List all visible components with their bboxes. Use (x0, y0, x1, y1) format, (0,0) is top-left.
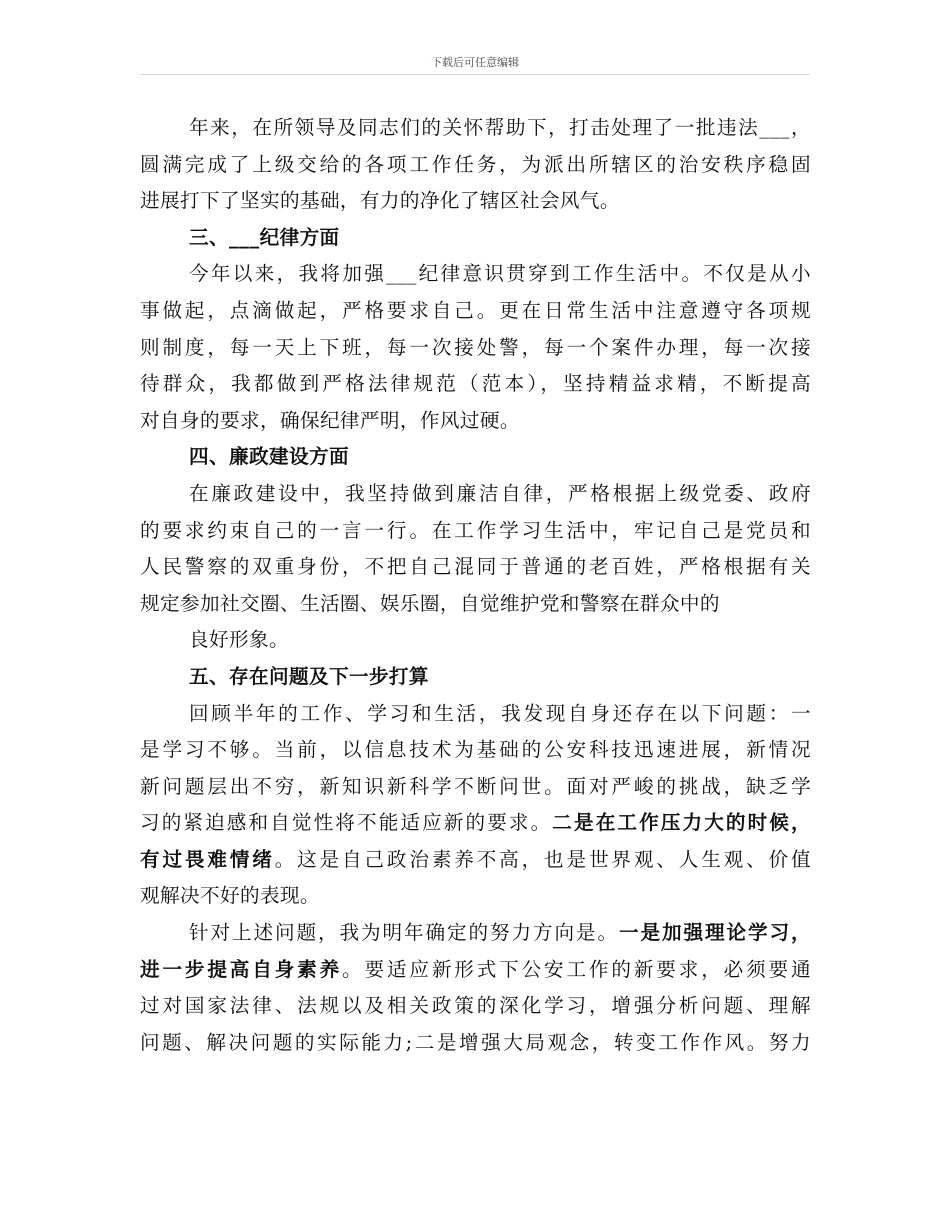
line-text: 事做起，点滴做起，严格要求自己。更在日常生活中注意遵守各项规 (140, 298, 811, 322)
line-text: 对自身的要求，确保纪律严明，作风过硬。 (140, 408, 520, 432)
paragraph-line (140, 769, 811, 806)
header-divider (140, 74, 810, 75)
line-text: 过对国家法律、法规以及相关政策的深化学习，增强分析问题、理解 (140, 994, 811, 1018)
line-text: 人民警察的双重身份，不把自己混同于普通的老百姓，严格根据有关 (140, 555, 811, 579)
paragraph-line (140, 476, 811, 513)
paragraph-line (140, 915, 811, 952)
line-text: 新问题层出不穷，新知识新科学不断问世。面对严峻的挑战，缺乏学 (140, 774, 811, 798)
line-text: 三、___纪律方面 (189, 225, 340, 249)
line-text: 是学习不够。当前，以信息技术为基础的公安科技迅速进展，新情况 (140, 738, 811, 762)
paragraph-line (140, 878, 811, 915)
line-text: 针对上述问题，我为明年确定的努力方向是。 (189, 921, 619, 945)
section-heading (140, 220, 811, 257)
paragraph-line (140, 952, 811, 989)
line-text: 今年以来，我将加强___纪律意识贯穿到工作生活中。不仅是从小 (189, 262, 811, 286)
line-text: 规定参加社交圈、生活圈、娱乐圈，自觉维护党和警察在群众中的 (140, 591, 720, 615)
bold-emphasis: 二是在工作压力大的时候， (552, 811, 811, 835)
paragraph-line (140, 293, 811, 330)
bold-emphasis: 一是加强理论学习， (619, 921, 811, 945)
section-heading (140, 439, 811, 476)
line-text: 圆满完成了上级交给的各项工作任务，为派出所辖区的治安秩序稳固 (140, 152, 811, 176)
line-text: 则制度，每一天上下班，每一次接处警，每一个案件办理，每一次接 (140, 335, 811, 359)
line-text: 四、廉政建设方面 (189, 445, 349, 469)
paragraph-line (140, 183, 811, 220)
paragraph-line (140, 1025, 811, 1062)
paragraph-line (140, 513, 811, 550)
section-heading (140, 659, 811, 696)
paragraph-line (140, 732, 811, 769)
bold-emphasis: 进一步提高自身素养 (140, 957, 343, 981)
line-text: 在廉政建设中，我坚持做到廉洁自律，严格根据上级党委、政府 (189, 481, 811, 505)
line-text: 回顾半年的工作、学习和生活，我发现自身还存在以下问题：一 (189, 701, 811, 725)
line-text: 。这是自己政治素养不高，也是世界观、人生观、价值 (274, 847, 811, 871)
paragraph-line (140, 330, 811, 367)
line-text: 良好形象。 (189, 628, 289, 652)
paragraph-line (140, 842, 811, 879)
line-text: 观解决不好的表现。 (140, 884, 320, 908)
line-text: 。要适应新形式下公安工作的新要求，必须要通 (342, 957, 811, 981)
paragraph-line (140, 256, 811, 293)
paragraph-line (140, 586, 811, 623)
document-body (140, 110, 811, 1061)
line-text: 五、存在问题及下一步打算 (189, 664, 429, 688)
paragraph-line (140, 988, 811, 1025)
line-text: 问题、解决问题的实际能力;二是增强大局观念，转变工作作风。努力 (140, 1030, 811, 1054)
line-text: 的要求约束自己的一言一行。在工作学习生活中，牢记自己是党员和 (140, 518, 811, 542)
paragraph-line (140, 110, 811, 147)
paragraph-line (140, 696, 811, 733)
paragraph-line (140, 805, 811, 842)
paragraph-line (140, 549, 811, 586)
page-header: 下载后可任意编辑 (431, 56, 519, 69)
line-text: 待群众，我都做到严格法律规范（范本），坚持精益求精，不断提高 (140, 372, 811, 396)
paragraph-line (140, 622, 811, 659)
line-text: 年来，在所领导及同志们的关怀帮助下，打击处理了一批违法___， (189, 116, 811, 139)
bold-emphasis: 有过畏难情绪 (140, 847, 275, 871)
paragraph-line (140, 366, 811, 403)
paragraph-line (140, 147, 811, 184)
paragraph-line (140, 403, 811, 440)
line-text: 习的紧迫感和自觉性将不能适应新的要求。 (140, 811, 553, 835)
line-text: 进展打下了坚实的基础，有力的净化了辖区社会风气。 (140, 189, 620, 213)
